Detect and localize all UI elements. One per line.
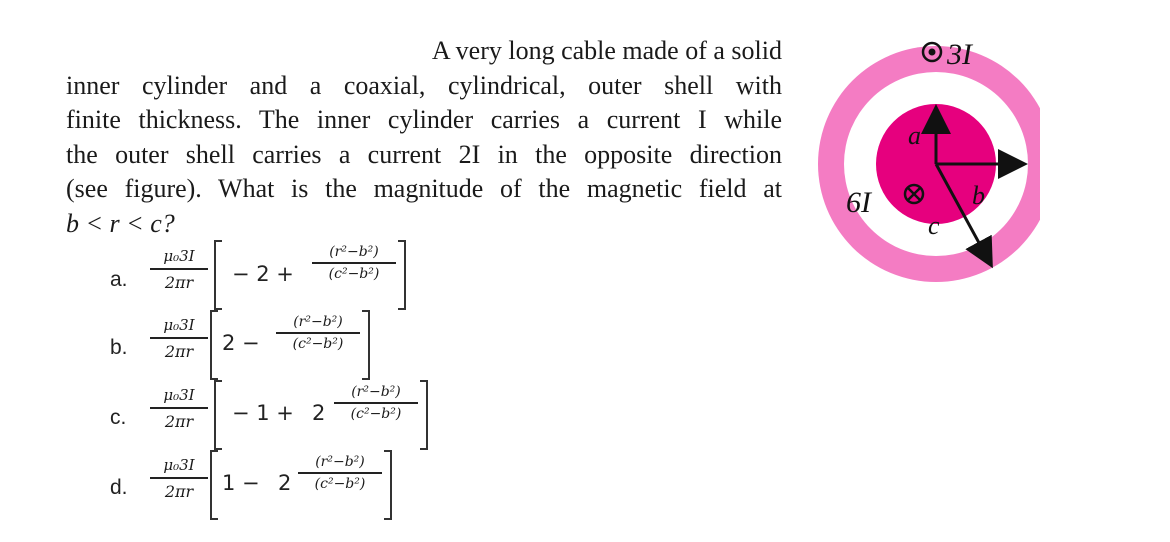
option-letter: d.: [110, 476, 128, 499]
prefactor-denominator: 2πr: [164, 412, 194, 431]
option-term: − 2 +: [232, 262, 294, 286]
ratio-denominator: (c²−b²): [350, 406, 402, 422]
option-letter: b.: [110, 336, 128, 359]
coaxial-cable-figure: [790, 20, 1040, 290]
left-bracket: [210, 310, 218, 380]
prefactor: [150, 386, 208, 431]
prefactor: [150, 247, 208, 292]
left-bracket: [214, 240, 222, 310]
ratio-numerator: (r²−b²): [315, 454, 365, 470]
question-line: (see figure). What is the magnitude of the magnetic field at: [66, 174, 782, 203]
right-bracket: [362, 310, 370, 380]
right-bracket: [398, 240, 406, 310]
prefactor: [150, 456, 208, 501]
question-line: A very long cable made of a solid: [431, 36, 782, 65]
option-term: − 1 +: [232, 401, 294, 425]
ratio-fraction: [276, 314, 360, 352]
ratio-denominator: (c²−b²): [314, 476, 366, 492]
option-coef: 2: [312, 401, 326, 425]
right-bracket: [420, 380, 428, 450]
label-a: a: [908, 121, 921, 150]
prefactor-numerator: μ₀3I: [163, 386, 195, 404]
option-term: 1 −: [222, 471, 260, 495]
question-text: [66, 34, 782, 241]
ratio-numerator: (r²−b²): [351, 384, 401, 400]
prefactor-numerator: μ₀3I: [163, 316, 195, 334]
prefactor-denominator: 2πr: [164, 342, 194, 361]
ratio-numerator: (r²−b²): [293, 314, 343, 330]
question-line: inner cylinder and a coaxial, cylindrical, outer shell with: [66, 70, 782, 100]
prefactor-denominator: 2πr: [164, 273, 194, 292]
question-line: the outer shell carries a current 2I in the opposite direction: [66, 139, 782, 169]
prefactor-denominator: 2πr: [164, 482, 194, 501]
option-letter: a.: [110, 268, 128, 291]
question-line: b < r < c?: [66, 208, 175, 238]
ratio-denominator: (c²−b²): [328, 266, 380, 282]
right-bracket: [384, 450, 392, 520]
prefactor-numerator: μ₀3I: [163, 456, 195, 474]
outer-current-label: 3I: [947, 38, 972, 71]
prefactor-numerator: μ₀3I: [163, 247, 195, 265]
question-line: finite thickness. The inner cylinder carries a current I while: [66, 105, 782, 134]
label-c: c: [928, 211, 940, 240]
ratio-fraction: [312, 244, 396, 282]
label-b: b: [972, 181, 985, 210]
ratio-fraction: [334, 384, 418, 422]
ratio-numerator: (r²−b²): [329, 244, 379, 260]
left-bracket: [210, 450, 218, 520]
option-term: 2 −: [222, 331, 260, 355]
ratio-denominator: (c²−b²): [292, 336, 344, 352]
option-letter: c.: [110, 406, 127, 429]
left-bracket: [214, 380, 222, 450]
option-coef: 2: [278, 471, 292, 495]
inner-current-label: 6I: [846, 186, 871, 219]
prefactor: [150, 316, 208, 361]
ratio-fraction: [298, 454, 382, 492]
